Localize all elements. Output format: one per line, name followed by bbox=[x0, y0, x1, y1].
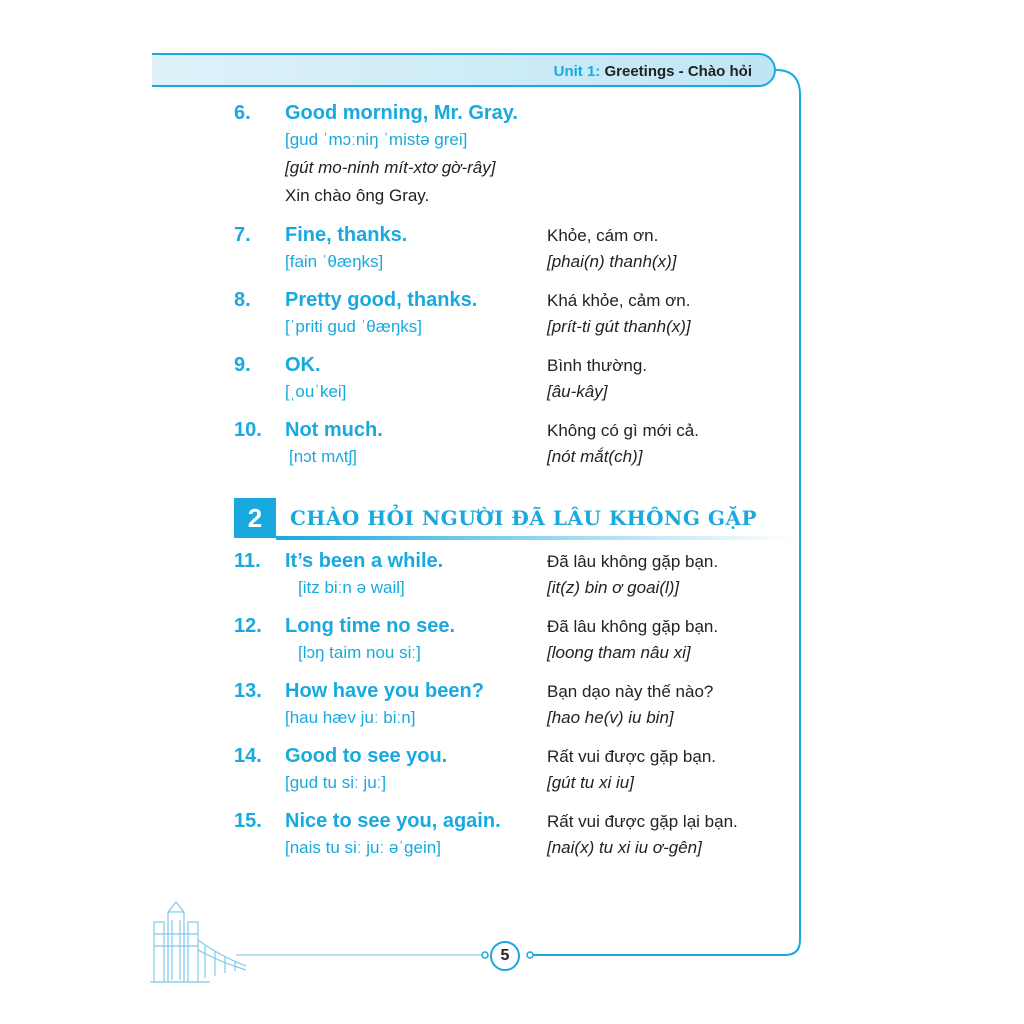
ipa-transcription: [hau hæv juː biːn] bbox=[285, 708, 416, 727]
vietnamese-pronunciation: [prít-ti gút thanh(x)] bbox=[547, 317, 691, 336]
vietnamese-meaning: Không có gì mới cả. bbox=[547, 421, 699, 440]
vietnamese-meaning: Bạn dạo này thế nào? bbox=[547, 682, 714, 701]
vietnamese-meaning: Đã lâu không gặp bạn. bbox=[547, 617, 719, 636]
entry-number: 6. bbox=[234, 102, 251, 124]
unit-title bbox=[554, 63, 752, 80]
entry-number: 9. bbox=[234, 354, 251, 376]
entry-number: 10. bbox=[234, 419, 262, 441]
vietnamese-pronunciation: [loong tham nâu xi] bbox=[547, 643, 691, 662]
english-phrase: OK. bbox=[285, 354, 321, 376]
ipa-transcription: [ˈpriti gud ˈθæŋks] bbox=[285, 317, 422, 336]
english-phrase: Long time no see. bbox=[285, 615, 456, 637]
vietnamese-meaning: Khá khỏe, cảm ơn. bbox=[547, 291, 691, 310]
vietnamese-pronunciation: [it(z) bin ơ goai(l)] bbox=[547, 578, 680, 597]
entry-number: 8. bbox=[234, 289, 251, 311]
section-underline bbox=[276, 536, 796, 540]
ipa-transcription: [gud ˈmɔːniŋ ˈmistə grei] bbox=[285, 130, 468, 149]
vietnamese-pronunciation: [nai(x) tu xi iu ơ-gên] bbox=[547, 838, 702, 857]
english-phrase: Not much. bbox=[285, 419, 383, 441]
entry-number: 11. bbox=[234, 550, 261, 572]
entry-number: 7. bbox=[234, 224, 251, 246]
vietnamese-pronunciation: [nót mắt(ch)] bbox=[547, 447, 643, 466]
vietnamese-pronunciation: [âu-kây] bbox=[547, 382, 608, 401]
section-number-badge: 2 bbox=[234, 498, 276, 538]
vietnamese-meaning: Rất vui được gặp lại bạn. bbox=[547, 812, 738, 831]
vietnamese-meaning: Rất vui được gặp bạn. bbox=[547, 747, 717, 766]
english-phrase: Good morning, Mr. Gray. bbox=[285, 102, 518, 124]
ipa-transcription: [fain ˈθæŋks] bbox=[285, 252, 384, 271]
entry-number: 12. bbox=[234, 615, 262, 637]
english-phrase: Nice to see you, again. bbox=[285, 810, 501, 832]
vietnamese-pronunciation: [hao he(v) iu bin] bbox=[547, 708, 674, 727]
unit-header-bar bbox=[152, 53, 776, 87]
ipa-transcription: [gud tu siː juː] bbox=[285, 773, 387, 792]
english-phrase: How have you been? bbox=[285, 680, 484, 702]
tower-bridge-illustration bbox=[150, 900, 250, 990]
ipa-transcription: [lɔŋ taim nou siː] bbox=[298, 643, 421, 662]
page-number: 5 bbox=[490, 941, 520, 971]
english-phrase: Pretty good, thanks. bbox=[285, 289, 478, 311]
english-phrase: Good to see you. bbox=[285, 745, 448, 767]
ipa-transcription: [nɔt mʌtʃ] bbox=[289, 447, 358, 466]
ipa-transcription: [nais tu siː juː əˈgein] bbox=[285, 838, 441, 857]
vietnamese-pronunciation: [phai(n) thanh(x)] bbox=[547, 252, 677, 271]
section-title: CHÀO HỎI NGƯỜI ĐÃ LÂU KHÔNG GẶP bbox=[290, 506, 758, 530]
vietnamese-pronunciation: [gút tu xi iu] bbox=[547, 773, 634, 792]
entry-number: 14. bbox=[234, 745, 262, 767]
vietnamese-pronunciation: [gút mo-ninh mít-xtơ gờ-rây] bbox=[285, 158, 496, 177]
english-phrase: It’s been a while. bbox=[285, 550, 444, 572]
ipa-transcription: [ˌouˈkei] bbox=[285, 382, 347, 401]
vietnamese-meaning: Bình thường. bbox=[547, 356, 648, 375]
entry-number: 15. bbox=[234, 810, 262, 832]
unit-label: Unit 1: bbox=[553, 63, 601, 80]
ipa-transcription: [itz biːn ə wail] bbox=[298, 578, 405, 597]
entry-number: 13. bbox=[234, 680, 262, 702]
vietnamese-meaning: Đã lâu không gặp bạn. bbox=[547, 552, 719, 571]
english-phrase: Fine, thanks. bbox=[285, 224, 408, 246]
unit-name: Greetings - Chào hỏi bbox=[604, 63, 752, 80]
vietnamese-meaning: Khỏe, cám ơn. bbox=[547, 226, 659, 245]
vietnamese-meaning: Xin chào ông Gray. bbox=[285, 186, 430, 205]
